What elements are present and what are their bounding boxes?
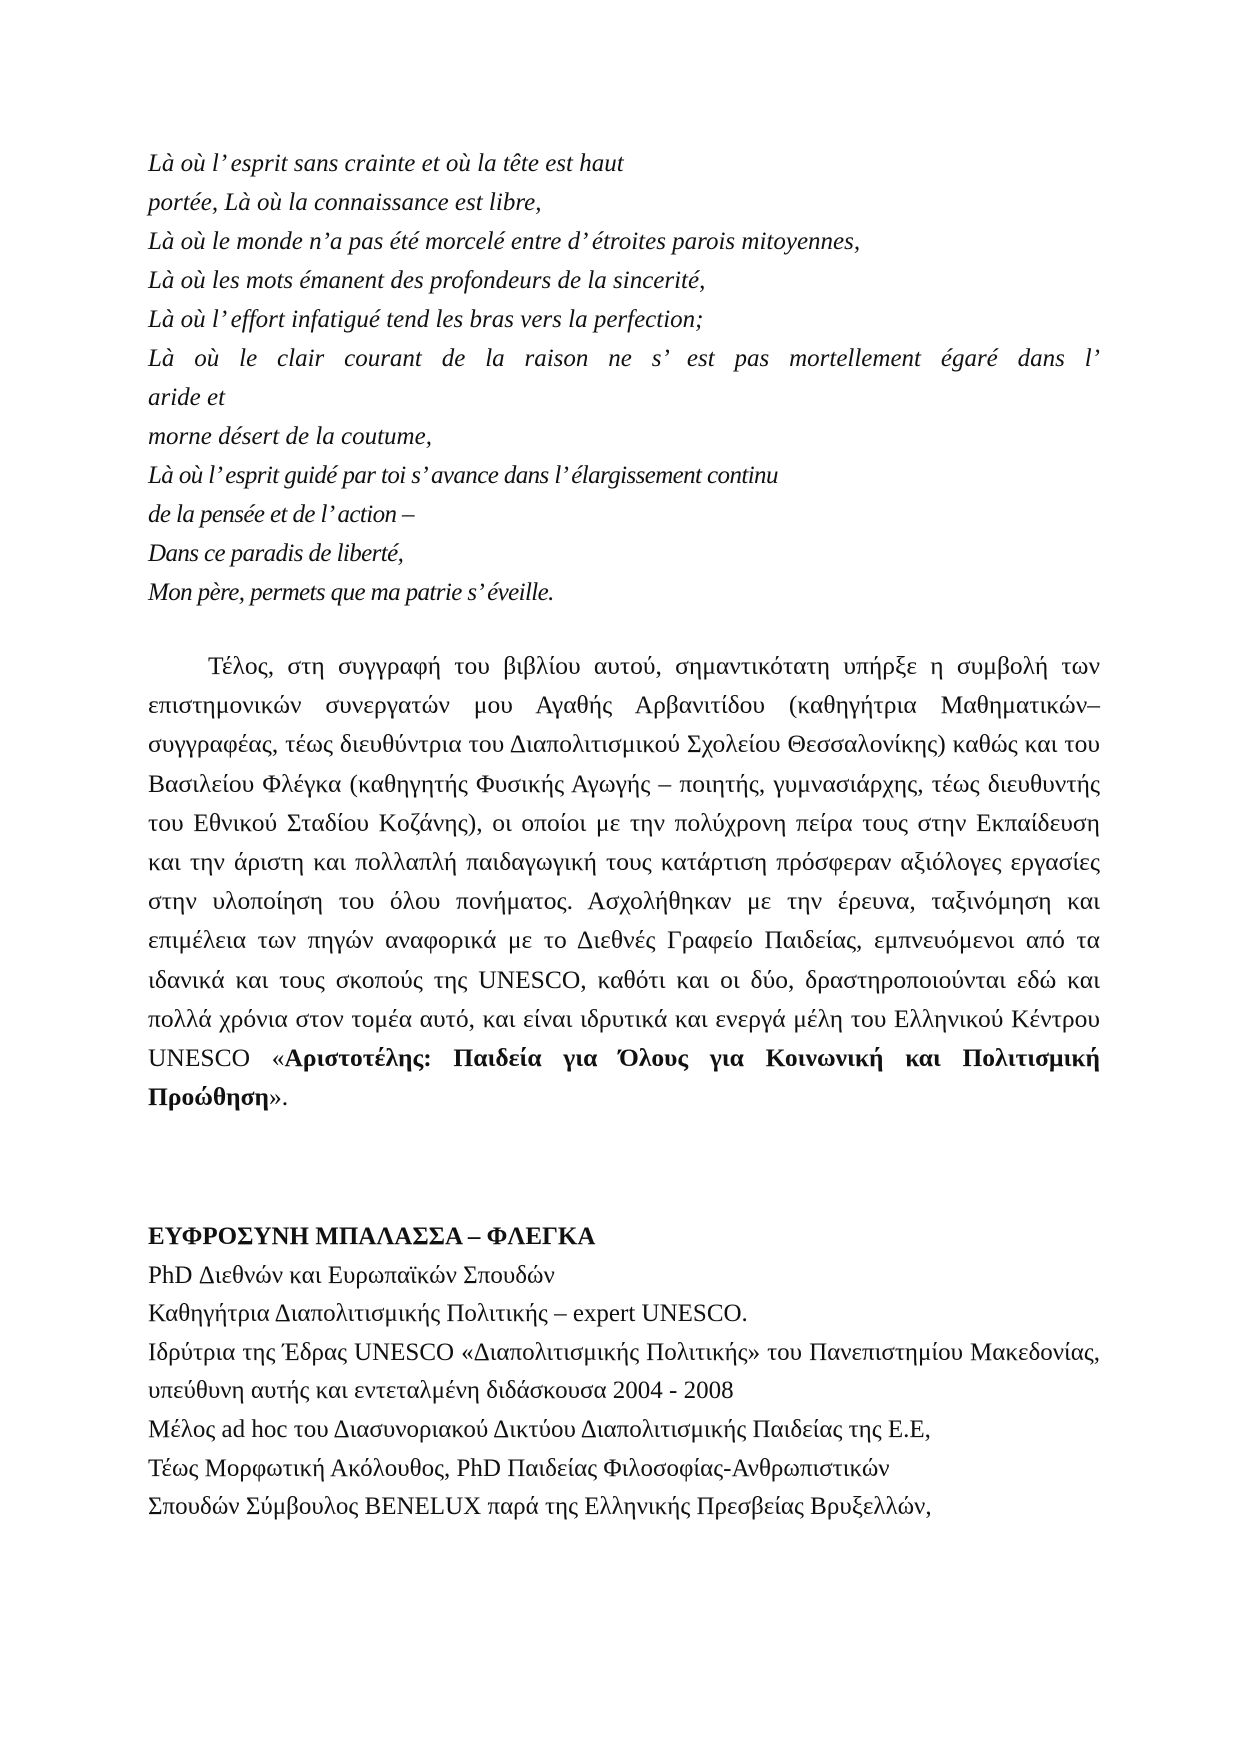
author-name: ΕΥΦΡΟΣΥΝΗ ΜΠΑΛΑΣΣΑ – ΦΛΕΓΚΑ	[148, 1223, 596, 1250]
author-degree: PhD Διεθνών και Ευρωπαϊκών Σπουδών	[148, 1261, 555, 1289]
poem-line: Là où le monde n’a pas été morcelé entre d’ étroites parois mitoyennes,	[148, 228, 861, 255]
acknowledgement-closing: ».	[269, 1082, 289, 1112]
poem-line: Mon père, permets que ma patrie s’ éveille.	[148, 579, 554, 606]
acknowledgement-text: Τέλος, στη συγγραφή του βιβλίου αυτού, σημαντικότατη υπήρξε η συμβολή των επιστημονικών συνεργατών μου Αγαθής Αρβανιτίδου (καθηγήτρια Μαθηματικών–συγγραφέας, τέως διευθύντρια του Διαπολιτισμικού Σχολείου Θεσσαλονίκης) καθώς και του Βασιλείου Φλέγκα (καθηγητής Φυσικής Αγωγής – ποιητής, γυμνασιάρχης, τέως διευθυντής του Εθνικού Σταδίου Κοζάνης), οι οποίοι με την πολύχρονη πείρα τους στην Εκπαίδευση και την άριστη και πολλαπλή παιδαγωγική τους κατάρτιση πρόσφεραν αξιόλογες εργασίες στην υλοποίηση του όλου πονήματος. Ασχολήθηκαν με την έρευνα, ταξινόμηση και επιμέλεια των πηγών αναφορικά με το Διεθνές Γραφείο Παιδείας, εμπνευόμενοι από τα ιδανικά και τους σκοπούς της UNESCO, καθότι και οι δύο, δραστηροποιούνται εδώ και πολλά χρόνια στον τομέα αυτό, και είναι ιδρυτικά και ενεργά μέλη του Ελληνικού Κέντρου UNESCO «	[148, 651, 1100, 1073]
organization-title: Αριστοτέλης: Παιδεία για Όλους για Κοινωνική και Πολιτισμική Προώθηση	[148, 1043, 1101, 1112]
author-advisor-role: Σπουδών Σύμβουλος BENELUX παρά της Ελληνικής Πρεσβείας Βρυξελλών,	[148, 1493, 932, 1521]
poem-line: Là où l’ esprit sans crainte et où la tête est haut	[148, 150, 624, 177]
author-membership: Μέλος ad hoc του Διασυνοριακού Δικτύου Διαπολιτισμικής Παιδείας της Ε.Ε,	[148, 1415, 931, 1443]
author-former-role: Τέως Μορφωτική Ακόλουθος, PhD Παιδείας Φιλοσοφίας-Ανθρωπιστικών	[148, 1454, 890, 1482]
poem-line: Dans ce paradis de liberté,	[148, 540, 404, 567]
poem-block	[148, 144, 1098, 612]
author-bio	[148, 1218, 1100, 1527]
poem-line: portée, Là où la connaissance est libre,	[148, 189, 542, 216]
author-founder: Ιδρύτρια της Έδρας UNESCO «Διαπολιτισμικής Πολιτικής» του Πανεπιστημίου Μακεδονίας, υπεύθυνη αυτής και εντεταλμένη διδάσκουσα 2004 - 2008	[148, 1338, 1100, 1405]
poem-line: Là où le clair courant de la raison ne s’ est pas mortellement égaré dans l’	[148, 345, 1100, 372]
author-position: Καθηγήτρια Διαπολιτισμικής Πολιτικής – expert UNESCO.	[148, 1300, 748, 1328]
poem-line: morne désert de la coutume,	[148, 423, 432, 450]
poem-line: Là où l’ effort infatigué tend les bras vers la perfection;	[148, 306, 704, 333]
poem-line: aride et	[148, 384, 226, 411]
acknowledgement-paragraph	[148, 646, 1100, 1116]
poem-line: Là où l’ esprit guidé par toi s’ avance dans l’ élargissement continu	[148, 462, 778, 489]
poem-line: de la pensée et de l’ action –	[148, 501, 414, 528]
poem-line: Là où les mots émanent des profondeurs de la sincerité,	[148, 267, 706, 294]
